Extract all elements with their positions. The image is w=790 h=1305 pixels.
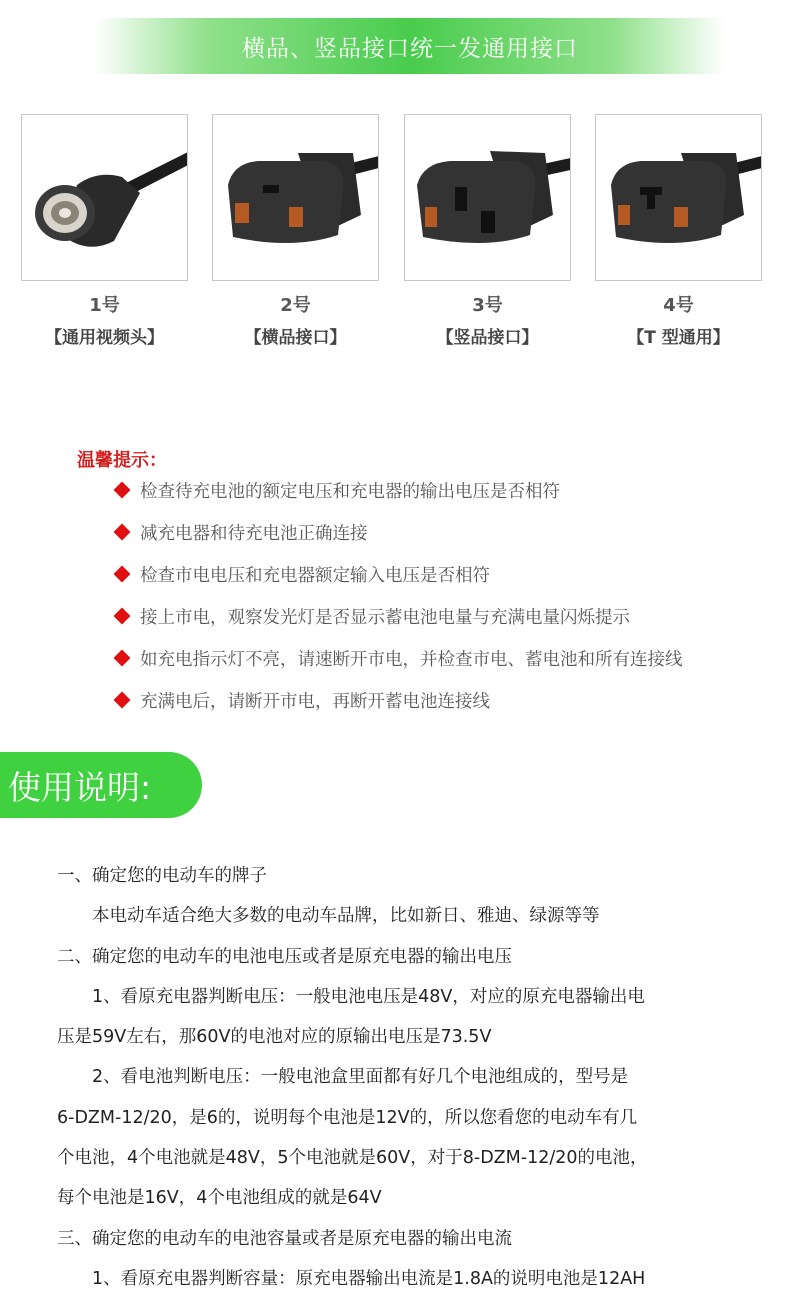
connector-card-2 <box>212 114 379 348</box>
t-shape-plug-icon <box>596 115 761 280</box>
usage-line: 1、看原充电器判断容量：原充电器输出电流是1.8A的说明电池是12AH <box>57 1268 646 1289</box>
vertical-pin-plug-icon <box>405 115 570 280</box>
usage-body <box>57 862 757 1305</box>
usage-line: 压是59V左右，那60V的电池对应的原输出电压是73.5V <box>57 1027 492 1048</box>
usage-line: 1、看原充电器判断电压：一般电池电压是48V，对应的原充电器输出电 <box>57 986 645 1007</box>
diamond-bullet-icon <box>114 692 131 709</box>
usage-title: 使用说明: <box>8 767 152 807</box>
tip-item <box>112 520 683 562</box>
connector-image-4 <box>595 114 762 281</box>
tip-text: 如充电指示灯不亮，请速断开市电，并检查市电、蓄电池和所有连接线 <box>140 650 683 670</box>
connector-image-1 <box>21 114 188 281</box>
tip-text: 检查市电电压和充电器额定输入电压是否相符 <box>140 566 490 586</box>
banner-title: 横品、竖品接口统一发通用接口 <box>242 35 578 62</box>
usage-line: 2、看电池判断电压：一般电池盒里面都有好几个电池组成的，型号是 <box>57 1067 629 1088</box>
diamond-bullet-icon <box>114 650 131 667</box>
connector-number: 3号 <box>472 295 503 316</box>
diamond-bullet-icon <box>114 482 131 499</box>
diamond-bullet-icon <box>114 524 131 541</box>
tip-item <box>112 646 683 688</box>
connector-grid <box>21 114 766 354</box>
round-video-plug-icon <box>22 115 187 280</box>
connector-desc: 【竖品接口】 <box>436 328 539 348</box>
horizontal-pin-plug-icon <box>213 115 378 280</box>
connector-number: 1号 <box>89 295 120 316</box>
usage-line: 个电池，4个电池就是48V，5个电池就是60V，对于8-DZM-12/20的电池， <box>57 1148 648 1169</box>
tip-item <box>112 688 683 730</box>
connector-card-1 <box>21 114 188 348</box>
tips-title: 温馨提示： <box>77 450 167 471</box>
tip-item <box>112 562 683 604</box>
tip-text: 减充电器和待充电池正确连接 <box>140 524 368 544</box>
connector-card-3 <box>404 114 571 348</box>
tip-item <box>112 478 683 520</box>
usage-line: 每个电池是16V，4个电池组成的就是64V <box>57 1188 382 1209</box>
connector-image-2 <box>212 114 379 281</box>
connector-desc: 【横品接口】 <box>244 328 347 348</box>
tip-item <box>112 604 683 646</box>
usage-line: 二、确定您的电动车的电池电压或者是原充电器的输出电压 <box>57 946 512 967</box>
tip-text: 充满电后，请断开市电，再断开蓄电池连接线 <box>140 692 490 712</box>
connector-card-4 <box>595 114 762 348</box>
usage-line: 一、确定您的电动车的牌子 <box>57 866 267 886</box>
connector-number: 4号 <box>663 295 694 316</box>
usage-line: 本电动车适合绝大多数的电动车品牌，比如新日、雅迪、绿源等等 <box>57 906 600 927</box>
connector-desc: 【通用视频头】 <box>45 328 164 348</box>
usage-line: 6-DZM-12/20，是6的，说明每个电池是12V的，所以您看您的电动车有几 <box>57 1107 638 1128</box>
diamond-bullet-icon <box>114 566 131 583</box>
usage-section-tab <box>0 752 202 818</box>
header-banner <box>95 18 725 74</box>
diamond-bullet-icon <box>114 608 131 625</box>
connector-number: 2号 <box>280 295 311 316</box>
tip-text: 检查待充电池的额定电压和充电器的输出电压是否相符 <box>140 482 560 502</box>
usage-line: 三、确定您的电动车的电池容量或者是原充电器的输出电流 <box>57 1228 512 1249</box>
tip-text: 接上市电，观察发光灯是否显示蓄电池电量与充满电量闪烁提示 <box>140 608 630 628</box>
connector-desc: 【T 型通用】 <box>627 328 730 348</box>
tips-list <box>112 478 683 730</box>
connector-image-3 <box>404 114 571 281</box>
